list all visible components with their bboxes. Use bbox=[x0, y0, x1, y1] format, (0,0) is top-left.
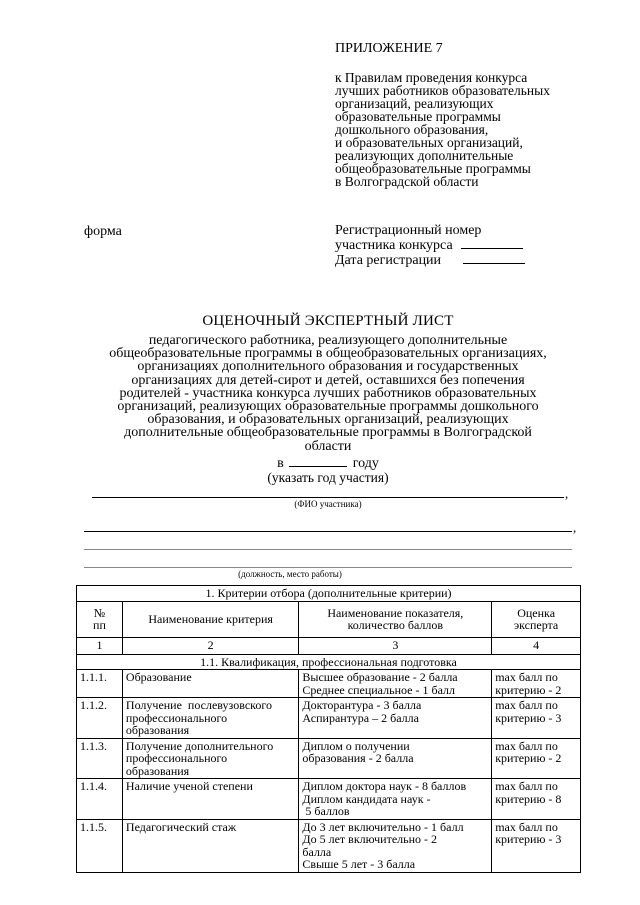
row-num: 1.1.5. bbox=[77, 819, 123, 872]
fio-line[interactable] bbox=[92, 497, 564, 498]
position-line[interactable] bbox=[84, 549, 572, 550]
table-row bbox=[77, 738, 581, 779]
header-name: Наименование критерия bbox=[122, 601, 299, 637]
row-num: 1.1.3. bbox=[77, 738, 123, 779]
row-score: max балл по критерию - 2 bbox=[492, 738, 581, 779]
row-indicator: Высшее образование - 2 балла Среднее специальное - 1 балл bbox=[299, 670, 492, 698]
col-number: 2 bbox=[122, 637, 299, 654]
registration-participant-label: участника конкурса bbox=[335, 238, 453, 253]
appendix-line: организаций, реализующих bbox=[335, 96, 494, 111]
col-number: 3 bbox=[299, 637, 492, 654]
year-blank[interactable] bbox=[289, 456, 347, 467]
row-name: Наличие ученой степени bbox=[122, 779, 299, 820]
registration-number-blank[interactable] bbox=[461, 238, 523, 249]
subtitle-line: дополнительные общеобразовательные программы в Волгоградской bbox=[124, 425, 532, 441]
document-subtitle bbox=[80, 334, 576, 453]
row-name: Педагогический стаж bbox=[122, 819, 299, 872]
appendix-title: ПРИЛОЖЕНИЕ 7 bbox=[335, 41, 443, 56]
appendix-line: в Волгоградской области bbox=[335, 174, 479, 189]
subtitle-line: родителей - участника конкурса лучших работников образовательных bbox=[119, 385, 537, 401]
appendix-line: образовательные программы bbox=[335, 109, 501, 124]
subtitle-line: общеобразовательные программы в общеобразовательных организациях, bbox=[109, 346, 547, 362]
table-row bbox=[77, 779, 581, 820]
row-num: 1.1.4. bbox=[77, 779, 123, 820]
row-score: max балл по критерию - 3 bbox=[492, 698, 581, 739]
document-title: ОЦЕНОЧНЫЙ ЭКСПЕРТНЫЙ ЛИСТ bbox=[202, 313, 454, 329]
header-indicator: Наименование показателя, количество баллов bbox=[299, 601, 492, 637]
appendix-header bbox=[335, 42, 625, 188]
appendix-line: к Правилам проведения конкурса bbox=[335, 70, 528, 85]
subsection-title: 1.1. Квалификация, профессиональная подготовка bbox=[77, 654, 581, 670]
appendix-line: реализующих дополнительные bbox=[335, 148, 514, 163]
appendix-line: общеобразовательные программы bbox=[335, 161, 531, 176]
row-score: max балл по критерию - 8 bbox=[492, 779, 581, 820]
row-indicator: Диплом доктора наук - 8 баллов Диплом кандидата наук - 5 баллов bbox=[299, 779, 492, 820]
col-number: 4 bbox=[492, 637, 581, 654]
appendix-line: дошкольного образования, bbox=[335, 122, 489, 137]
year-suffix: году bbox=[352, 456, 379, 471]
row-name: Образование bbox=[122, 670, 299, 698]
table-row bbox=[77, 670, 581, 698]
row-name: Получение послевузовского профессионального образования bbox=[122, 698, 299, 739]
criteria-table bbox=[76, 585, 581, 873]
position-line[interactable] bbox=[84, 531, 572, 532]
position-comma: , bbox=[573, 520, 577, 535]
subtitle-line: организациях дополнительного образования и государственных bbox=[137, 359, 519, 375]
registration-date-blank[interactable] bbox=[463, 253, 525, 264]
subtitle-line: педагогического работника, реализующего дополнительные bbox=[148, 333, 508, 348]
registration-date-label: Дата регистрации bbox=[335, 253, 442, 268]
subtitle-line: области bbox=[304, 438, 352, 454]
fio-caption: (ФИО участника) bbox=[294, 499, 362, 509]
row-indicator: Диплом о получении образования - 2 балла bbox=[299, 738, 492, 779]
row-score: max балл по критерию - 2 bbox=[492, 670, 581, 698]
row-score: max балл по критерию - 3 bbox=[492, 819, 581, 872]
year-note: (указать год участия) bbox=[267, 470, 389, 485]
header-score: Оценка эксперта bbox=[492, 601, 581, 637]
year-prefix: в bbox=[277, 456, 284, 471]
appendix-line: и образовательных организаций, bbox=[335, 135, 523, 150]
appendix-line: лучших работников образовательных bbox=[335, 83, 550, 98]
row-num: 1.1.1. bbox=[77, 670, 123, 698]
subtitle-line: образования, и образовательных организаций, реализующих bbox=[147, 412, 509, 428]
col-number: 1 bbox=[77, 637, 123, 654]
table-row bbox=[77, 819, 581, 872]
position-line[interactable] bbox=[84, 567, 572, 568]
form-label: форма bbox=[84, 224, 122, 239]
header-num: № пп bbox=[77, 601, 123, 637]
subtitle-line: организациях для детей-сирот и детей, оставшихся без попечения bbox=[131, 372, 525, 388]
table-row bbox=[77, 698, 581, 739]
registration-number-label: Регистрационный номер bbox=[335, 223, 482, 238]
row-indicator: До 3 лет включительно - 1 балл До 5 лет включительно - 2 балла Свыше 5 лет - 3 балла bbox=[299, 819, 492, 872]
subtitle-line: организаций, реализующих образовательные программы дошкольного bbox=[117, 399, 539, 415]
section-title: 1. Критерии отбора (дополнительные критерии) bbox=[77, 586, 581, 602]
position-caption: (должность, место работы) bbox=[238, 569, 342, 579]
registration-block bbox=[335, 224, 525, 268]
row-num: 1.1.2. bbox=[77, 698, 123, 739]
row-indicator: Докторантура - 3 балла Аспирантура – 2 балла bbox=[299, 698, 492, 739]
row-name: Получение дополнительного профессионального образования bbox=[122, 738, 299, 779]
fio-comma: , bbox=[565, 486, 569, 501]
